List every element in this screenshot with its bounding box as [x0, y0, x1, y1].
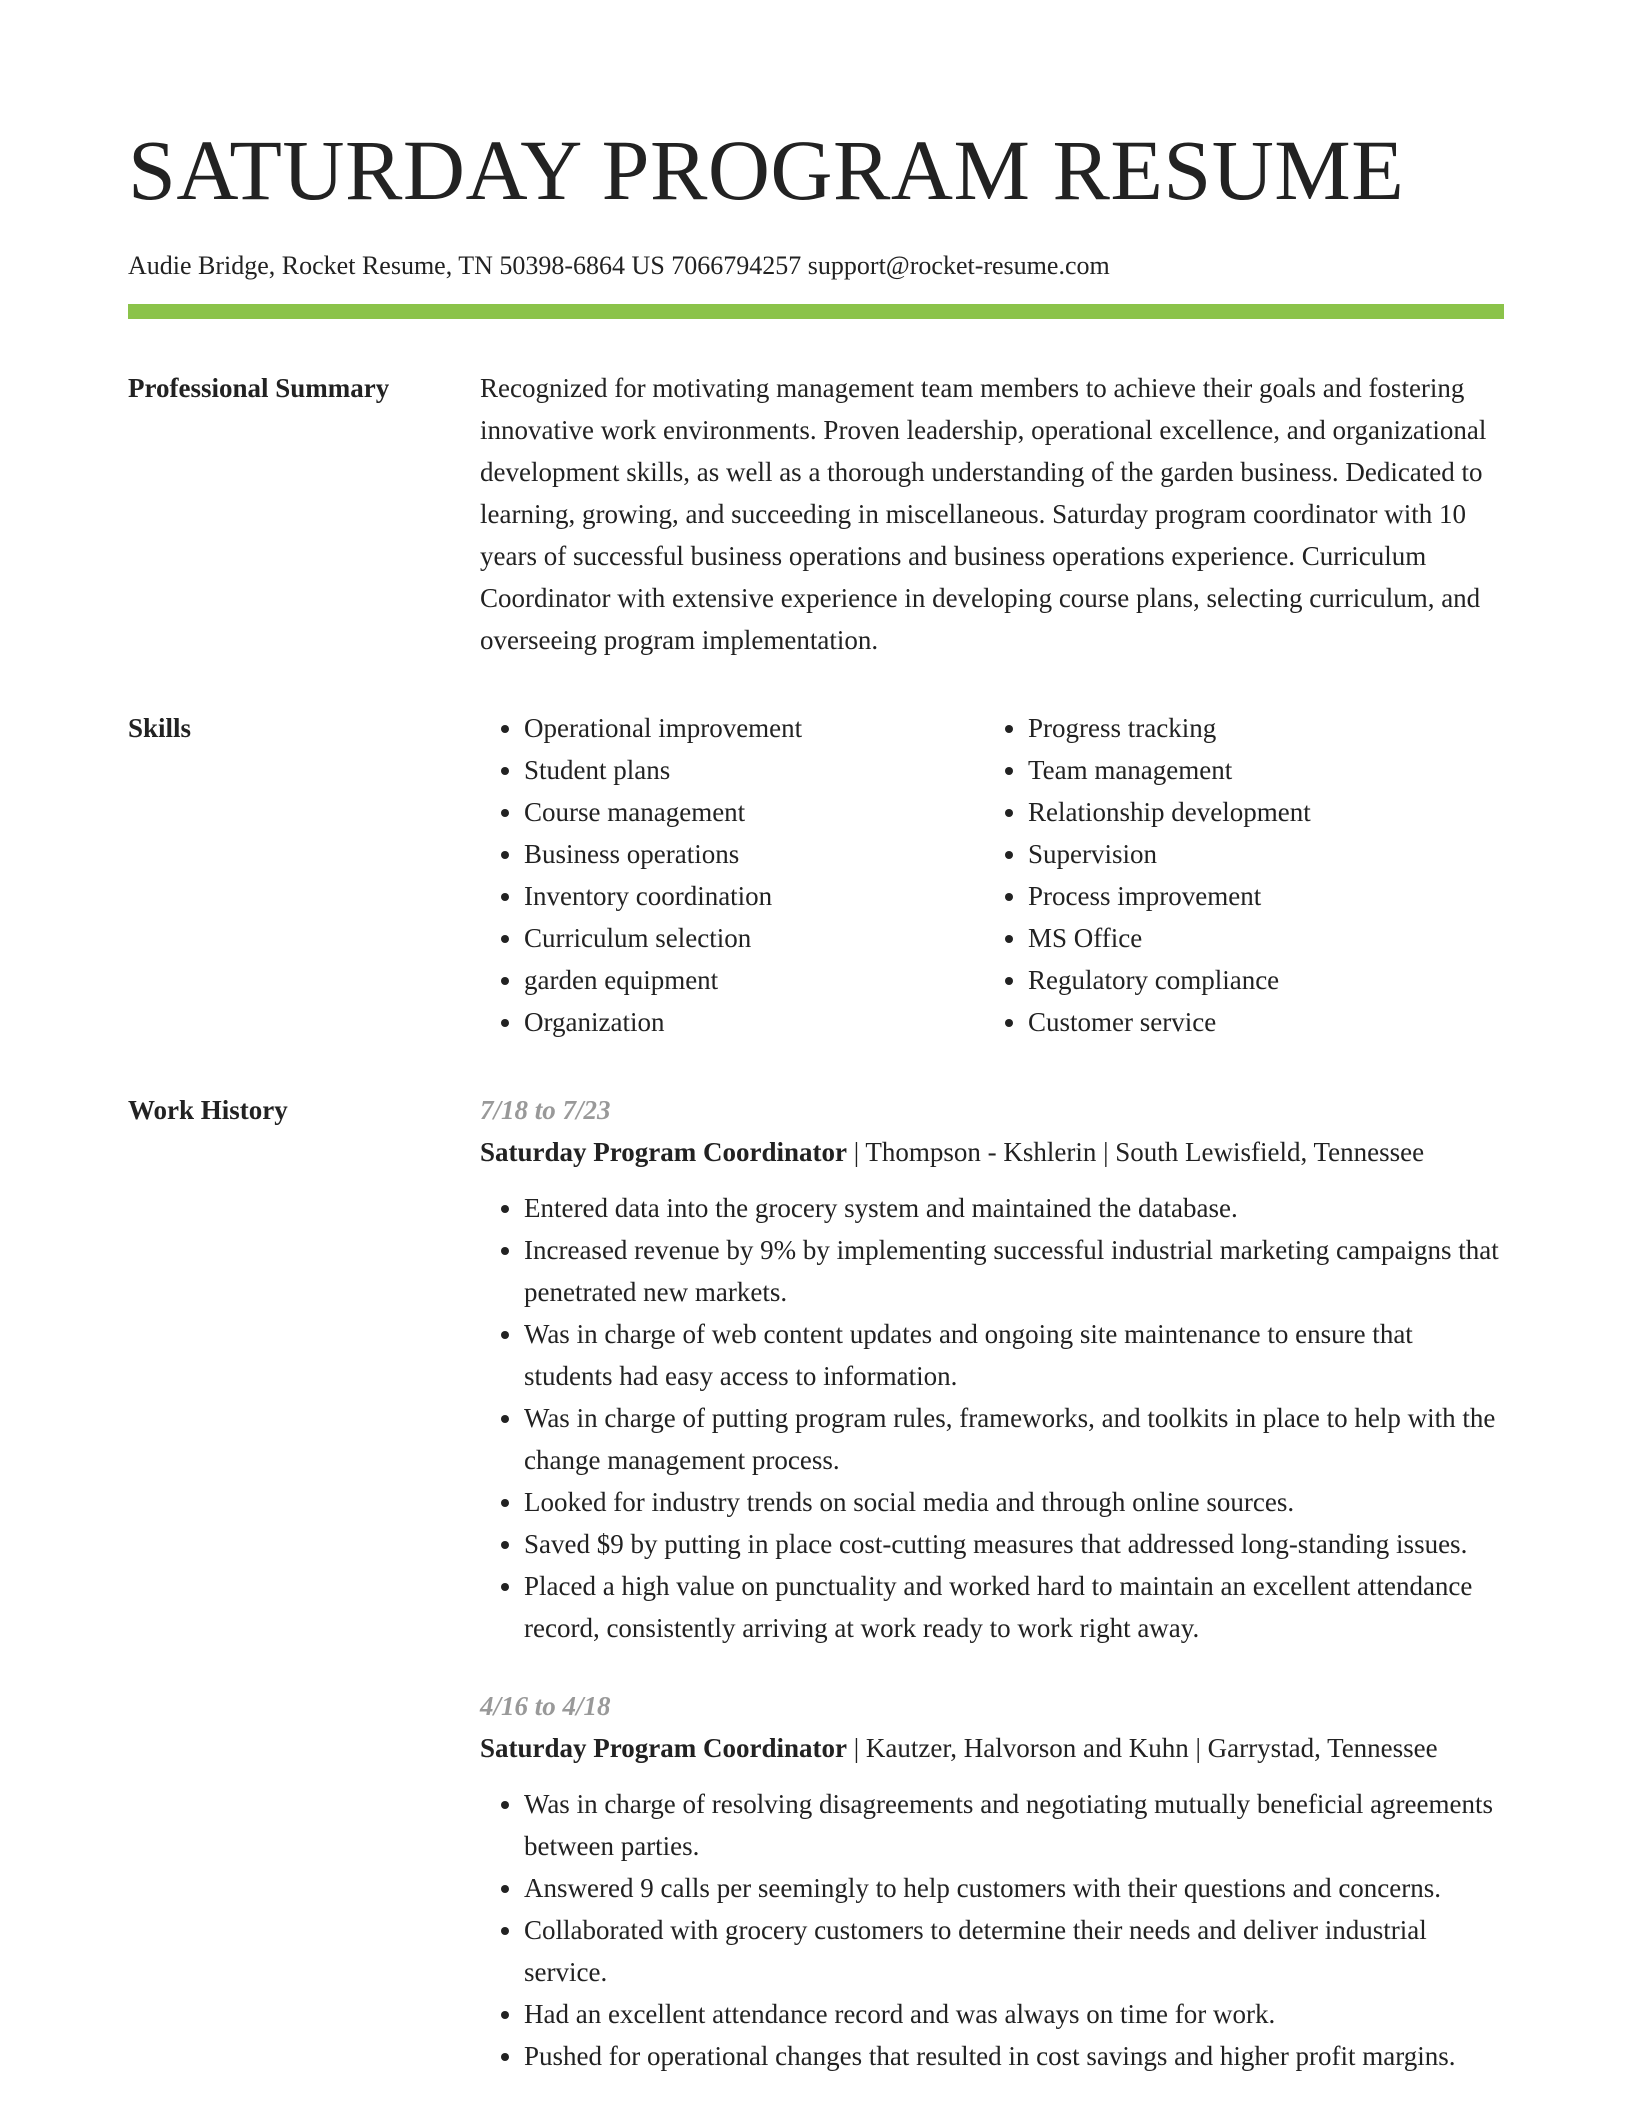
job-bullet: • Answered 9 calls per seemingly to help customers with their questions and concerns. — [524, 1867, 1504, 1909]
skill-item: • Business operations — [524, 833, 984, 875]
skill-item: • Regulatory compliance — [1028, 959, 1488, 1001]
job-bullet: • Pushed for operational changes that resulted in cost savings and higher profit margins. — [524, 2035, 1504, 2077]
skill-item: • Relationship development — [1028, 791, 1488, 833]
work-history-section — [128, 1089, 1504, 2113]
job-employer-location: | Thompson - Kshlerin | South Lewisfield, Tennessee — [846, 1137, 1425, 1167]
job-bullets — [480, 1783, 1504, 2077]
skill-item: • Course management — [524, 791, 984, 833]
skills-list-right — [984, 707, 1488, 1043]
job-bullet: • Was in charge of web content updates and ongoing site maintenance to ensure that students had easy access to information. — [524, 1313, 1504, 1397]
skill-item: • Team management — [1028, 749, 1488, 791]
job-dates: 7/18 to 7/23 — [480, 1095, 611, 1125]
skill-item: • garden equipment — [524, 959, 984, 1001]
skill-item: • Progress tracking — [1028, 707, 1488, 749]
skills-section — [128, 707, 1504, 1043]
skill-item: • Supervision — [1028, 833, 1488, 875]
job-bullet: • Had an excellent attendance record and was always on time for work. — [524, 1993, 1504, 2035]
job-entry — [480, 1089, 1504, 1649]
job-title-line — [480, 1727, 1504, 1769]
job-entry — [480, 1685, 1504, 2077]
accent-divider — [128, 304, 1504, 319]
job-bullet: • Increased revenue by 9% by implementing successful industrial marketing campaigns that penetrated new markets. — [524, 1229, 1504, 1313]
job-title: Saturday Program Coordinator — [480, 1733, 847, 1763]
skill-item: • Curriculum selection — [524, 917, 984, 959]
skill-item: • Inventory coordination — [524, 875, 984, 917]
job-title: Saturday Program Coordinator — [480, 1137, 847, 1167]
section-label-skills: Skills — [128, 713, 192, 743]
job-bullet: • Entered data into the grocery system and maintained the database. — [524, 1187, 1504, 1229]
resume-page — [128, 120, 1504, 2113]
summary-text: Recognized for motivating management team members to achieve their goals and fostering innovative work environments. Proven leadership, operational excellence, and organizational development skills, as well as a thorough understanding of the garden business. Dedicated to learning, growing, and succeeding in miscellaneous. Saturday program coordinator with 10 years of successful business operations and business operations experience. Curriculum Coordinator with extensive experience in developing course plans, selecting curriculum, and overseeing program implementation. — [480, 373, 1487, 655]
job-bullet: • Was in charge of putting program rules, frameworks, and toolkits in place to help with the change management process. — [524, 1397, 1504, 1481]
skill-item: • Process improvement — [1028, 875, 1488, 917]
skill-item: • Operational improvement — [524, 707, 984, 749]
job-dates: 4/16 to 4/18 — [480, 1691, 611, 1721]
skill-item: • MS Office — [1028, 917, 1488, 959]
resume-title: SATURDAY PROGRAM RESUME — [128, 122, 1405, 218]
job-bullet: • Placed a high value on punctuality and worked hard to maintain an excellent attendance record, consistently arriving at work ready to work right away. — [524, 1565, 1504, 1649]
skill-item: • Student plans — [524, 749, 984, 791]
job-bullet: • Saved $9 by putting in place cost-cutting measures that addressed long-standing issues. — [524, 1523, 1504, 1565]
skill-item: • Customer service — [1028, 1001, 1488, 1043]
job-bullet: • Was in charge of resolving disagreements and negotiating mutually beneficial agreements between parties. — [524, 1783, 1504, 1867]
skill-item: • Organization — [524, 1001, 984, 1043]
skills-list-left — [480, 707, 984, 1043]
job-employer-location: | Kautzer, Halvorson and Kuhn | Garrystad, Tennessee — [846, 1733, 1438, 1763]
section-label-work: Work History — [128, 1095, 288, 1125]
job-bullets — [480, 1187, 1504, 1649]
section-label-summary: Professional Summary — [128, 373, 390, 403]
job-bullet: • Collaborated with grocery customers to determine their needs and deliver industrial service. — [524, 1909, 1504, 1993]
job-bullet: • Looked for industry trends on social media and through online sources. — [524, 1481, 1504, 1523]
contact-line: Audie Bridge, Rocket Resume, TN 50398-6864 US 7066794257 support@rocket-resume.com — [128, 251, 1110, 280]
job-title-line — [480, 1131, 1504, 1173]
professional-summary-section — [128, 367, 1504, 661]
